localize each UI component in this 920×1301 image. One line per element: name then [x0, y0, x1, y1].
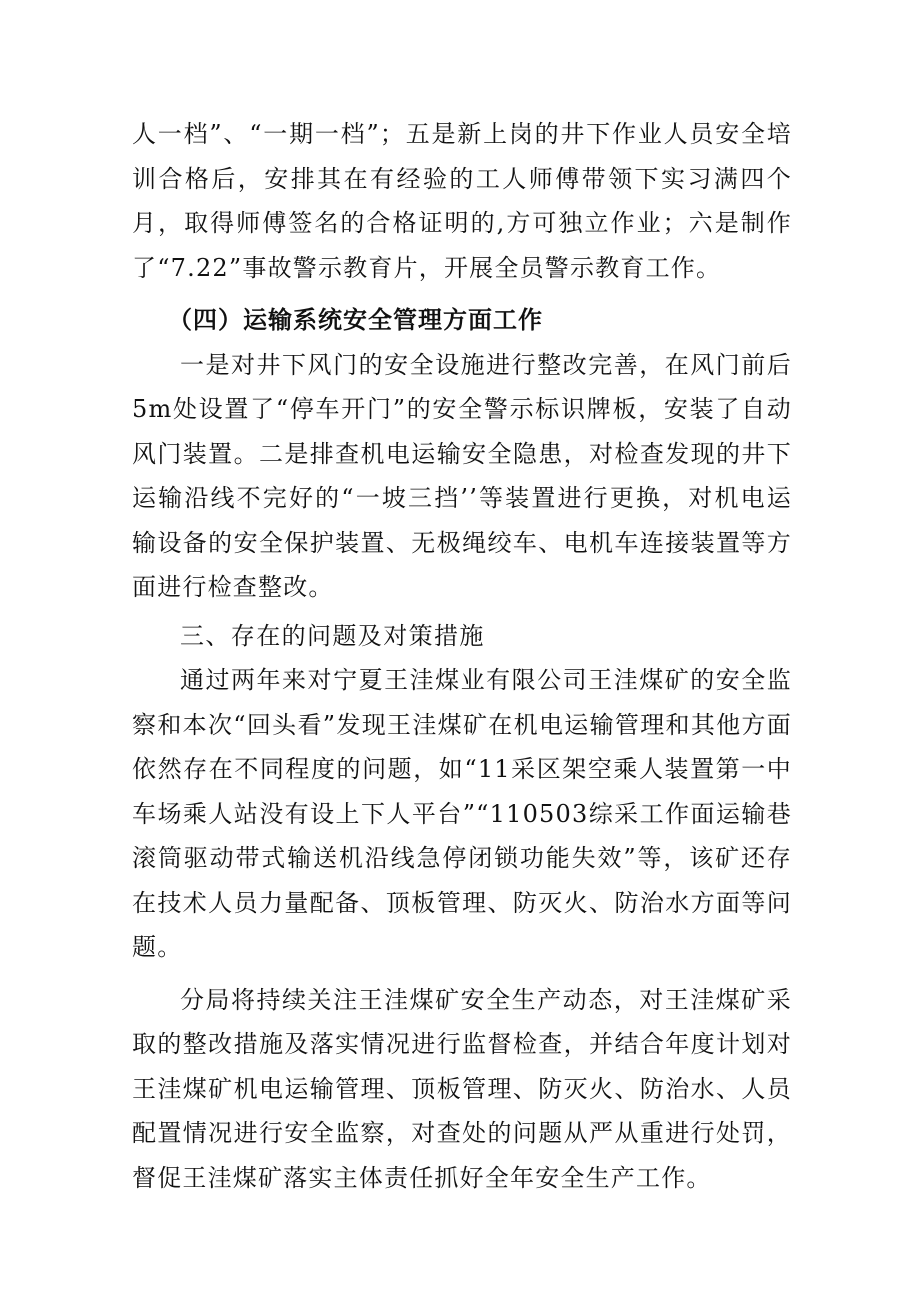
section-heading-problems: 三、存在的问题及对策措施 [180, 621, 485, 650]
paragraph-followup-actions: 分局将持续关注王洼煤矿安全生产动态，对王洼煤矿采取的整改措施及落实情况进行监督检查，并结合年度计划对王洼煤矿机电运输管理、顶板管理、防灭火、防治水、人员配置情况进行安全监察，对查处的问题从严从重进行处罚，督促王洼煤矿落实主体责任抓好全年安全生产工作。 [132, 985, 792, 1192]
section-heading-transport-safety: （四）运输系统安全管理方面工作 [168, 306, 543, 334]
paragraph-transport-measures: 一是对井下风门的安全设施进行整改完善，在风门前后5m处设置了“停车开门”的安全警示标识牌板，安装了自动风门装置。二是排查机电运输安全隐患，对检查发现的井下运输沿线不完好的“一坡三挡’’等装置进行更换，对机电运输设备的安全保护装置、无极绳绞车、电机车连接装置等方面进行检查整改。 [132, 350, 792, 601]
paragraph-training-continuation: 人一档”、“一期一档”；五是新上岗的井下作业人员安全培训合格后，安排其在有经验的工人师傅带领下实习满四个月，取得师傅签名的合格证明的,方可独立作业；六是制作了“7.22”事故警示教育片，开展全员警示教育工作。 [132, 120, 792, 282]
document-body [132, 112, 792, 1200]
paragraph-problems-found: 通过两年来对宁夏王洼煤业有限公司王洼煤矿的安全监察和本次“回头看”发现王洼煤矿在机电运输管理和其他方面依然存在不同程度的问题，如“11采区架空乘人装置第一中车场乘人站没有设上下人平台”“110503综采工作面运输巷滚筒驱动带式输送机沿线急停闭锁功能失效”等，该矿还存在技术人员力量配备、顶板管理、防灭火、防治水方面等问题。 [132, 666, 792, 961]
